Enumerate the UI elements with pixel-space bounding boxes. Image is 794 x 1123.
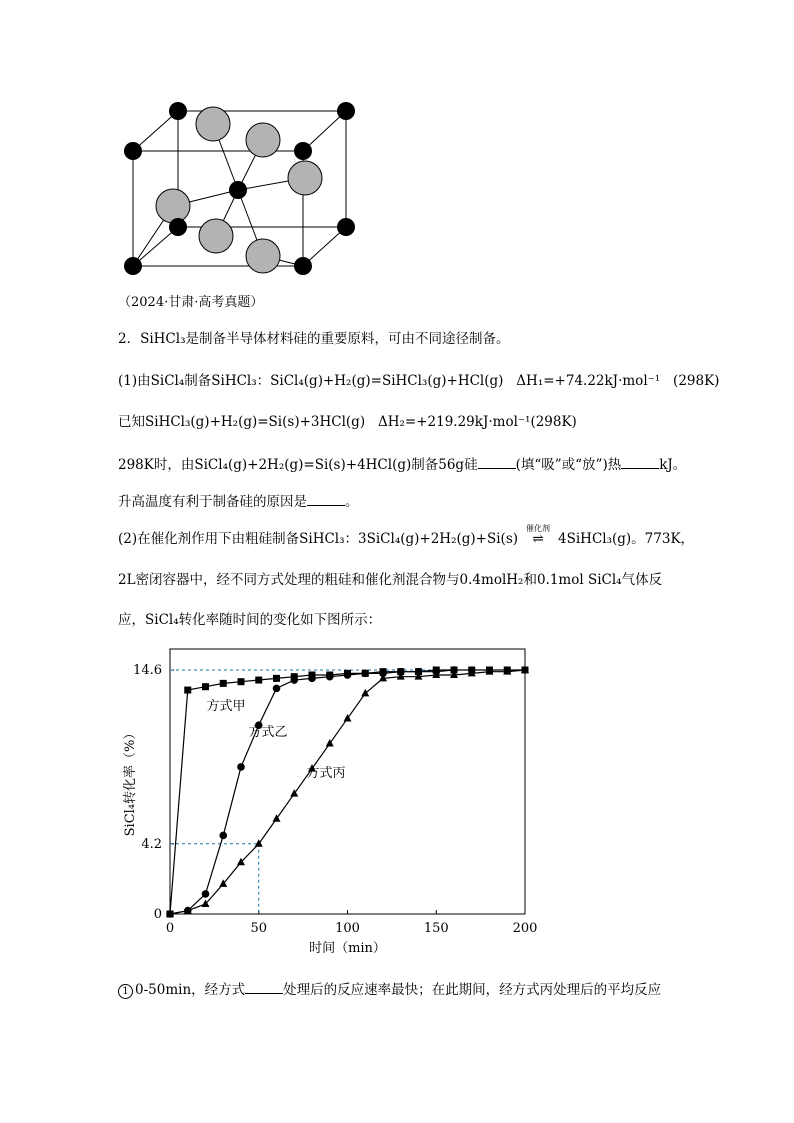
part1-question-line	[118, 453, 686, 473]
given-temperature: (298K)	[530, 414, 577, 430]
conversion-rate-chart	[118, 642, 538, 960]
given-prefix: 已知	[118, 414, 145, 430]
x-tick-label: 0	[165, 921, 175, 936]
point-square	[238, 678, 245, 685]
part1-question-text: 298K时，由SiCl₄(g)+2H₂(g)=Si(s)+4HCl(g)制备56g硅	[118, 457, 478, 473]
plot-frame	[170, 649, 525, 914]
question-intro-text: SiHCl₃是制备半导体材料硅的重要原料，可由不同途径制备。	[140, 331, 510, 347]
part2-reaction-left: (2)在催化剂作用下由粗硅制备SiHCl₃：3SiCl₄(g)+2H₂(g)+Si(s)	[118, 531, 519, 547]
point-square	[220, 680, 227, 687]
question-intro	[118, 327, 510, 347]
point-square	[273, 675, 280, 682]
part2-line-2: 2L密闭容器中，经不同方式处理的粗硅和催化剂混合物与0.4molH₂和0.1mol SiCl₄气体反	[118, 572, 663, 588]
y-axis-label: SiCl₄转化率（%）	[123, 726, 138, 837]
point-triangle	[361, 689, 369, 697]
question-number: 2．	[118, 331, 141, 347]
point-square	[202, 683, 209, 690]
subquestion-number: 1	[118, 984, 133, 999]
point-circle	[361, 670, 369, 678]
point-circle	[290, 676, 298, 684]
part2-line	[118, 524, 695, 547]
series-label: 方式丙	[306, 766, 346, 781]
catalyst-arrow: 催化剂 ⇌	[518, 531, 558, 547]
given-enthalpy: ΔH₂=+219.29kJ·mol⁻¹	[377, 414, 531, 430]
point-circle	[219, 832, 227, 840]
part1-question-hint: (填“吸”或“放”)热	[515, 457, 622, 473]
part1-prefix: (1)由SiCl₄制备SiHCl₃：	[118, 373, 271, 389]
x-tick-label: 150	[423, 921, 449, 936]
point-circle	[308, 675, 316, 683]
subquestion-line	[118, 978, 661, 999]
source-note: （2024·甘肃·高考真题）	[118, 295, 264, 310]
y-tick-label: 0	[153, 907, 162, 922]
x-tick-label: 50	[250, 921, 268, 936]
point-circle	[273, 685, 281, 693]
x-axis-label: 时间（min）	[309, 941, 386, 956]
part1-reaction: SiCl₄(g)+H₂(g)=SiHCl₃(g)+HCl(g)	[270, 373, 504, 389]
temperature-question-line	[118, 490, 359, 510]
part2-reaction-right: 4SiHCl₃(g)。773K，	[558, 531, 695, 547]
part1-enthalpy: ΔH₁=+74.22kJ·mol⁻¹	[516, 373, 661, 389]
answer-blank-3[interactable]	[307, 493, 345, 506]
crystal-structure-figure	[118, 96, 368, 278]
given-line	[118, 410, 577, 430]
temperature-question-end: 。	[345, 494, 359, 510]
answer-blank-1[interactable]	[478, 456, 516, 469]
x-tick-label: 200	[512, 921, 538, 936]
point-circle	[344, 671, 352, 679]
part1-question-unit: kJ。	[659, 457, 687, 473]
y-tick-label: 14.6	[133, 663, 162, 678]
part1-temperature: (298K)	[673, 373, 720, 389]
series-label: 方式乙	[248, 725, 288, 740]
x-tick-label: 100	[335, 921, 360, 936]
subquestion-text-a: 0-50min，经方式	[135, 982, 246, 998]
part2-line-3: 应，SiCl₄转化率随时间的变化如下图所示：	[118, 612, 382, 628]
point-square	[184, 687, 191, 694]
point-circle	[237, 763, 245, 771]
series-label: 方式甲	[206, 699, 246, 714]
catalyst-label: 催化剂	[526, 524, 551, 533]
subquestion-text-b: 处理后的反应速率最快；在此期间，经方式丙处理后的平均反应	[283, 982, 662, 998]
answer-blank-4[interactable]	[245, 981, 283, 994]
answer-blank-2[interactable]	[621, 456, 659, 469]
temperature-question-text: 升高温度有利于制备硅的原因是	[118, 494, 307, 510]
part1-line	[118, 369, 719, 389]
point-square	[255, 677, 262, 684]
point-circle	[202, 890, 210, 898]
given-reaction: SiHCl₃(g)+H₂(g)=Si(s)+3HCl(g)	[145, 414, 366, 430]
y-tick-label: 4.2	[141, 836, 162, 852]
point-circle	[326, 673, 334, 681]
